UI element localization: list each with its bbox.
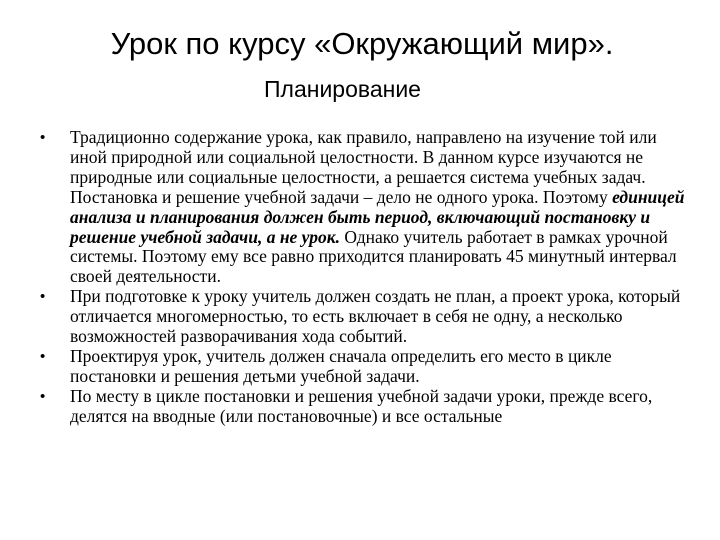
bullet-text: По месту в цикле постановки и решения учебной задачи уроки, прежде всего, делятся на вводные (или постановочные) и все остальные (70, 385, 653, 426)
bullet-marker: • (40, 129, 46, 146)
bullet-item-3 (40, 347, 690, 387)
bullet-text-part: Однако учитель работает в рамках урочной системы. Поэтому ему все равно приходится планировать 45 минутный интервал своей деятельности. (70, 226, 677, 287)
bullet-item-1 (40, 128, 690, 287)
bullet-marker: • (40, 387, 46, 405)
bullet-text: Проектируя урок, учитель должен сначала определить его место в цикле постановки и решения детьми учебной задачи. (70, 345, 612, 386)
bullet-emphasis-text: единицей анализа и планирования должен быть период, включающий постановку и решение учебной задачи, а не урок. (70, 186, 685, 247)
bullet-item-4 (40, 387, 690, 427)
slide-subtitle: Планирование (264, 76, 421, 102)
bullet-marker: • (40, 288, 46, 306)
bullet-list (40, 128, 690, 427)
bullet-marker: • (40, 347, 46, 365)
slide-title: Урок по курсу «Окружающий мир». (110, 26, 614, 61)
bullet-item-2 (40, 287, 690, 347)
bullet-text: При подготовке к уроку учитель должен создать не план, а проект урока, который отличается многомерностью, то есть включает в себя не одну, а несколько возможностей разворачивания хода событий. (70, 286, 681, 347)
bullet-text-part: Традиционно содержание урока, как правило, направлено на изучение той или иной природной или социальной целостности. В данном курсе изучаются не природные или социальные целостности, а решается система учебных задач. Постановка и решение учебной задачи – дело не одного урока. Поэтому (70, 127, 657, 207)
